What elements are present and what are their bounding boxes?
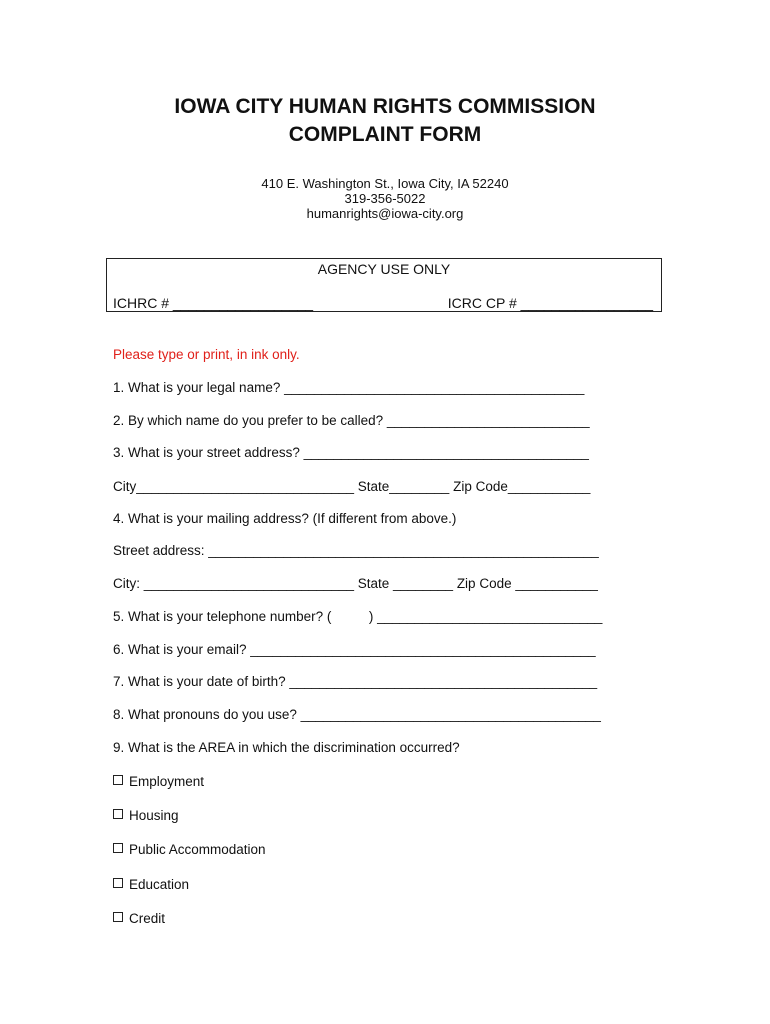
area-option-label: Credit: [129, 911, 166, 926]
preferred-name-field[interactable]: 2. By which name do you prefer to be called? ___________________________: [113, 413, 590, 428]
legal-name-field[interactable]: 1. What is your legal name? ________________________________________: [113, 380, 585, 395]
ichrc-number-field[interactable]: ICHRC # __________________: [113, 295, 314, 311]
checkbox-icon[interactable]: [113, 775, 123, 785]
area-option-employment[interactable]: [113, 773, 204, 790]
agency-use-box: [106, 258, 662, 312]
mailing-street-field[interactable]: Street address: ____________________________________________________: [113, 543, 599, 558]
area-option-label: Housing: [129, 808, 179, 823]
checkbox-icon[interactable]: [113, 843, 123, 853]
checkbox-icon[interactable]: [113, 809, 123, 819]
date-of-birth-field[interactable]: 7. What is your date of birth? _________________________________________: [113, 674, 598, 689]
area-option-education[interactable]: [113, 876, 189, 893]
form-title-line1: IOWA CITY HUMAN RIGHTS COMMISSION: [174, 95, 596, 118]
discrimination-area-question: 9. What is the AREA in which the discrimination occurred?: [113, 740, 460, 755]
area-option-label: Public Accommodation: [129, 842, 266, 857]
mailing-address-question: 4. What is your mailing address? (If different from above.): [113, 511, 457, 526]
office-phone: 319-356-5022: [344, 191, 426, 206]
area-option-housing[interactable]: [113, 807, 179, 824]
office-address: 410 E. Washington St., Iowa City, IA 52240: [261, 176, 509, 191]
icrc-cp-number-field[interactable]: ICRC CP # _________________: [447, 295, 653, 311]
office-email: humanrights@iowa-city.org: [306, 206, 464, 221]
area-option-label: Employment: [129, 774, 205, 789]
area-option-public-accommodation[interactable]: [113, 841, 266, 858]
checkbox-icon[interactable]: [113, 878, 123, 888]
street-address-field[interactable]: 3. What is your street address? ______________________________________: [113, 445, 589, 460]
area-option-label: Education: [129, 877, 190, 892]
telephone-field[interactable]: 5. What is your telephone number? ( ) ______________________________: [113, 609, 603, 624]
mailing-city-state-zip-field[interactable]: City: ____________________________ State ________ Zip Code ___________: [113, 576, 598, 591]
pronouns-field[interactable]: 8. What pronouns do you use? ________________________________________: [113, 707, 601, 722]
area-option-credit[interactable]: [113, 910, 165, 927]
email-field[interactable]: 6. What is your email? ______________________________________________: [113, 642, 596, 657]
city-state-zip-field[interactable]: City_____________________________ State________ Zip Code___________: [113, 479, 591, 494]
form-title-line2: COMPLAINT FORM: [288, 123, 482, 146]
ink-instruction-note: Please type or print, in ink only.: [113, 347, 300, 362]
checkbox-icon[interactable]: [113, 912, 123, 922]
agency-use-heading: AGENCY USE ONLY: [317, 261, 451, 277]
